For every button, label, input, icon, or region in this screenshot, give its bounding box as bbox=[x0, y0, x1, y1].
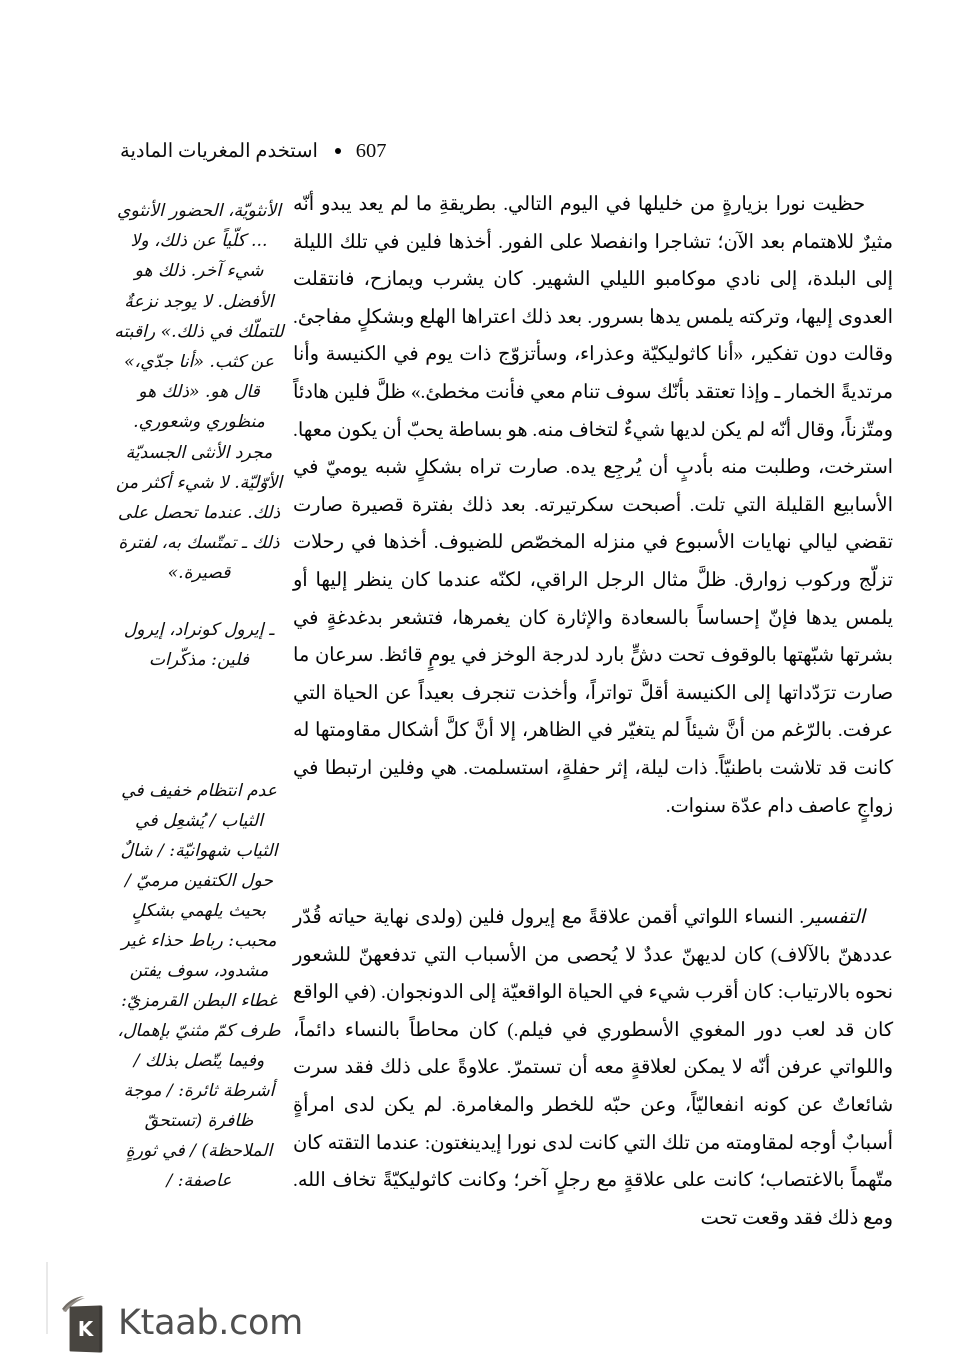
margin-note-poem: عدم انتظام خفيف في الثياب / يُشعِل في الثياب شهوانيّة: / شالٌ حول الكتفين مرميّ / بحيث يلهمي بشكلٍ محبب: رباط حذاء غير مشدود، سوف يفتن غطاء البطن القرمزيّ: طرف كمّ مثنيّ بإهمال، وفيما يتّصل بذلك / أشرطة ثائرة: / موجة ظافرة (تستحقّ الملاحظة) / في ثورةٍ عاصفة: / bbox=[117, 781, 281, 1192]
explanation-text: النساء اللواتي أقمن علاقةً مع إيرول فلين (ولدى نهاية حياته قُدّر عددهنّ بالآلاف) كان لديهنّ عددٌ لا يُحصى من الأسباب التي تدفعهنّ للشعور نحوه بالارتياب: كان أقرب شيء في الحياة الواقعيّة إلى الدونجوان. (في الواقع كان قد لعب دور المغوي الأسطوري في فيلم.) كان محاطاً بالنساء دائماً، واللواتي عرفن أنّه لا يمكن لعلاقةٍ معه أن تستمرّ. علاوةً على ذلك فقد سرت شائعاتٌ عن كونه انفعاليّاً، وعن حبّه للخطر والمغامرة. لم يكن لدى امرأةٍ أسبابٌ أوجه لمقاومته من تلك التي كانت لدى نورا إيدينغتون: عندما التقته كان متّهماً بالاغتصاب؛ كانت على علاقةٍ مع رجلٍ آخر؛ وكانت كاثوليكيّةً تخاف الله. ومع ذلك فقد وقعت تحت bbox=[293, 907, 893, 1229]
running-head bbox=[120, 139, 540, 163]
body-paragraph-1: حظيت نورا بزيارةٍ من خليلها في اليوم التالي. بطريقةِ ما لم يعد يبدو أنّه مثيرٌ للاهتمام بعد الآن؛ تشاجرا وانفصلا على الفور. أخذها فلين في تلك الليلة إلى البلدة، إلى نادي موكامبو الليلي الشهير. كان يشرب ويمازح، فانتقلت العدوى إليها، وتركته يلمس يدها بسرور. بعد ذلك اعتراها الهلع وبشكلٍ مفاجئ. وقالت دون تفكير، «أنا كاثوليكيّة وعذراء، وسأتزوّج ذات يوم في الكنيسة وأنا مرتديةً الخمار ـ وإذا تعتقد بأنّك سوف تنام معي فأنت مخطئ.» ظلَّ فلين هادئاً ومتّزناً، وقال أنّه لم يكن لديها شيءٌ لتخاف منه. هو بساطة يحبّ أن يكون معها. استرخت، وطلبت منه بأدبٍ أن يُرجِع يده. صارت تراه بشكلٍ شبه يوميّ في الأسابيع القليلة التي تلت. أصبحت سكرتيرته. بعد ذلك بفترة قصيرة صارت تقضي ليالي نهايات الأسبوع في منزله المخصّص للضيوف. أخذها في رحلات تزلّج وركوب زوارق. ظلَّ مثال الرجل الراقي، لكنّه عندما كان ينظر إليها أو يلمس يدها فإنّ إحساساً بالسعادة والإثارة كان يغمرها، فتشعر بدغدغةٍ في بشرتها شبّهتها بالوقوف تحت دشٍّ بارد لدرجة الوخز في يومٍ قائظ. سرعان ما صارت ترَدّداتها إلى الكنيسة أقلَّ تواتراً، وأخذت تنجرف بعيداً عن الحياة التي عرفت. بالرّغم من أنَّ شيئاً لم يتغيّر في الظاهر، إلا أنَّ كلَّ أشكال مقاومتها له كانت قد تلاشت باطنيّاً. ذات ليلة، إثر حفلةٍ، استسلمت. هي وفلين ارتبطا في زواجٍ عاصف دام عدّة سنوات. bbox=[293, 194, 893, 817]
margin-note-spacer bbox=[113, 692, 285, 776]
watermark-ktaab bbox=[60, 1294, 303, 1352]
running-head-title: استخدم المغريات المادية bbox=[120, 141, 318, 162]
explanation-label: التفسير. bbox=[799, 907, 865, 929]
page-number: 607 bbox=[355, 140, 387, 162]
scan-edge-artifact bbox=[46, 1262, 48, 1334]
margin-notes-column bbox=[113, 196, 285, 1196]
book-logo-letter: K bbox=[77, 1317, 94, 1341]
book-logo-icon bbox=[60, 1294, 106, 1352]
bullet-separator-icon bbox=[335, 148, 341, 154]
paragraph-spacer bbox=[293, 825, 893, 899]
body-paragraph-2 bbox=[293, 899, 893, 1237]
watermark-brand-text: Ktaab.com bbox=[118, 1302, 303, 1343]
main-text-column bbox=[293, 186, 893, 1237]
margin-note-quote: الأنثويّة، الحضور الأنثوي ... كلّياً عن ذلك، ولا شيء آخر. ذلك هو الأفضل. لا يوجد نزعةٌ للتملّك في ذلك.» راقبته عن كثب. «أنا جدّي،» قال هو. «ذلك هو منظوري وشعوري. مجرد الأنثى الجسديّة الأوّليّة. لا شيء أكثر من ذلك. عندما تحصل على ذلك ـ تمتّسك به، لفترة قصيرة.» bbox=[114, 201, 284, 584]
margin-note-attribution: ـ إيرول كونراد، إيرول فلين: مذكّرات bbox=[123, 619, 275, 670]
